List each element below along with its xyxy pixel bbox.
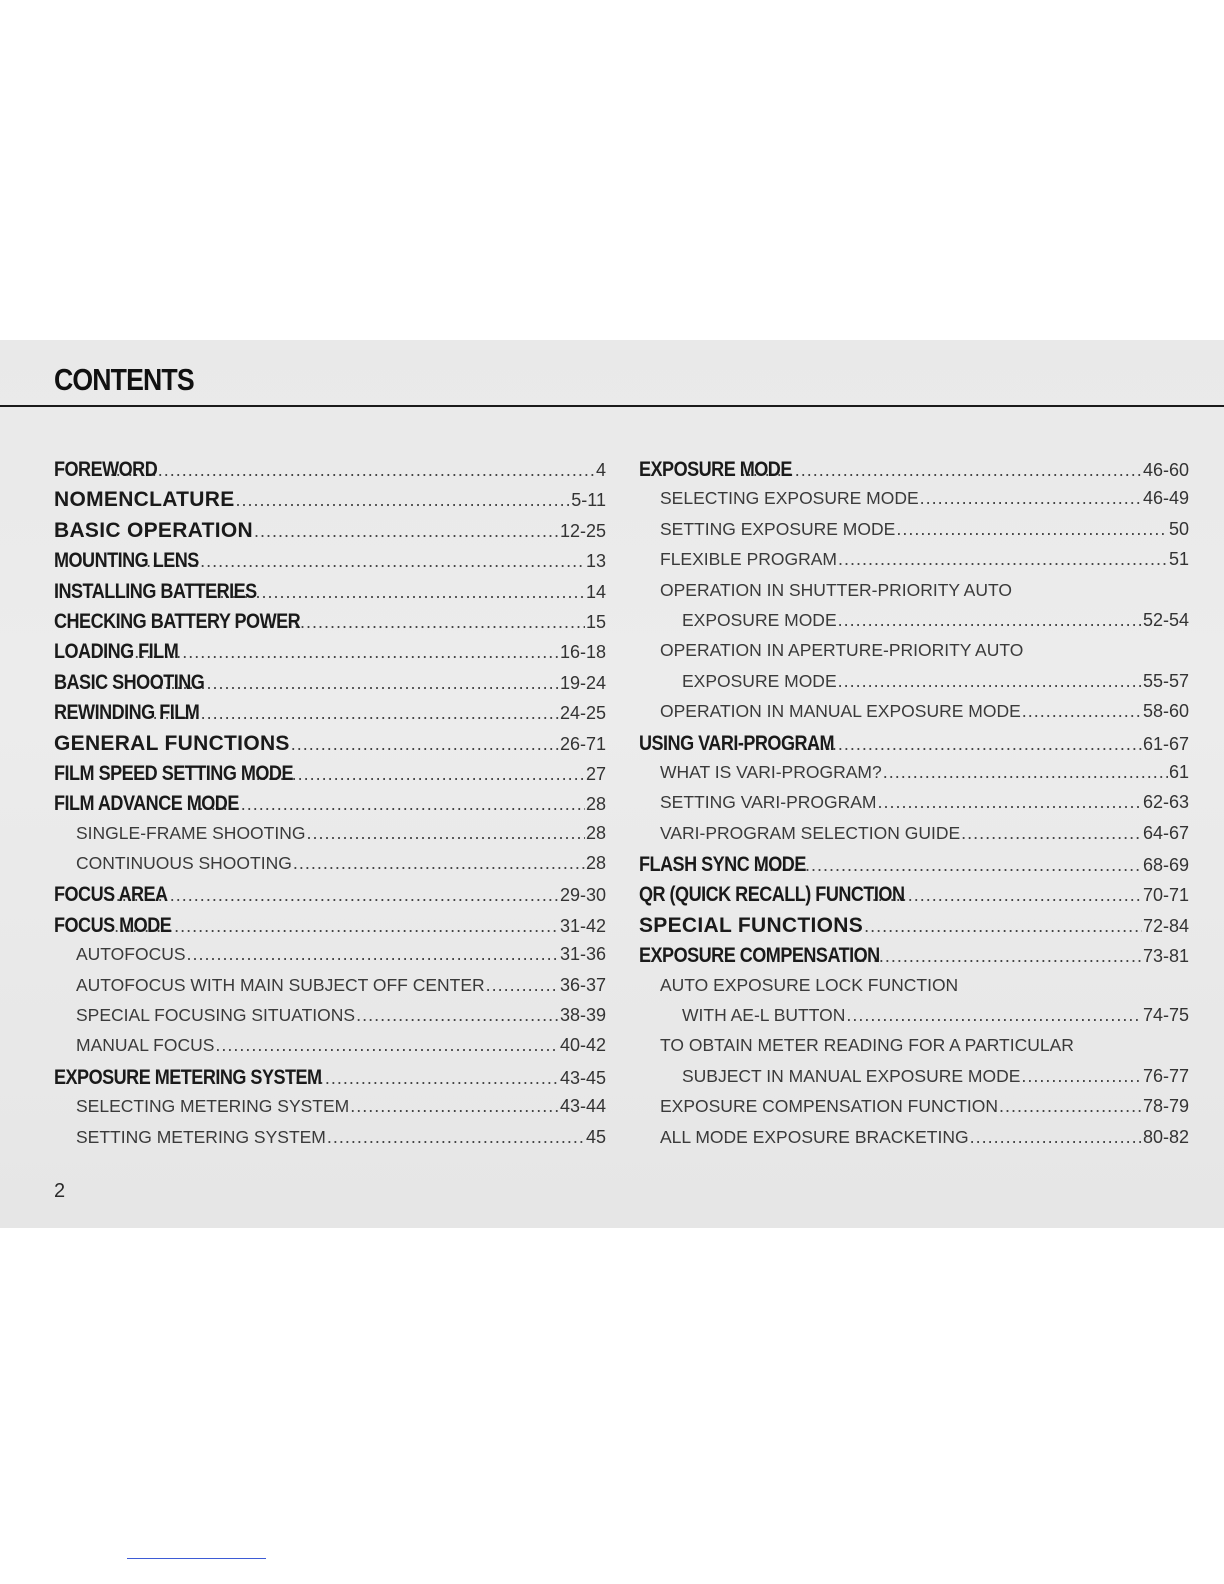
toc-entry-label: EXPOSURE COMPENSATION FUNCTION [660, 1096, 999, 1117]
toc-entry-page: 58-60 [1142, 701, 1189, 722]
toc-entry[interactable] [54, 488, 606, 518]
toc-entry-label: EXPOSURE METERING SYSTEM [54, 1065, 322, 1089]
toc-entry[interactable] [54, 762, 606, 792]
toc-entry-label: OPERATION IN MANUAL EXPOSURE MODE [660, 701, 1021, 722]
toc-entry-label: AUTOFOCUS [76, 944, 186, 965]
toc-entry-label: BASIC OPERATION [54, 518, 253, 542]
toc-entry-label: SELECTING EXPOSURE MODE [660, 488, 919, 509]
toc-leader-dots [999, 1096, 1142, 1117]
toc-entry-page: 74-75 [1142, 1005, 1189, 1026]
toc-entry-label: SETTING METERING SYSTEM [76, 1126, 326, 1147]
toc-entry[interactable] [54, 732, 606, 762]
toc-entry[interactable] [639, 732, 1189, 762]
toc-entry-label: SPECIAL FUNCTIONS [639, 913, 864, 937]
toc-leader-dots [872, 885, 1142, 906]
toc-entry[interactable] [54, 1096, 606, 1126]
toc-entry[interactable] [54, 914, 606, 944]
toc-leader-dots [146, 551, 585, 572]
toc-entry[interactable] [639, 944, 1189, 974]
toc-entry-page: 64-67 [1142, 822, 1189, 843]
toc-entry-page: 28 [585, 853, 606, 874]
toc-entry-page: 55-57 [1142, 670, 1189, 691]
toc-entry-page: 61-67 [1142, 733, 1189, 754]
toc-entry[interactable] [639, 580, 1189, 610]
toc-leader-dots [264, 612, 585, 633]
toc-leader-dots [153, 673, 559, 694]
toc-leader-dots [110, 885, 559, 906]
toc-entry[interactable] [54, 823, 606, 853]
toc-leader-dots [122, 642, 559, 663]
toc-entry[interactable] [639, 701, 1189, 731]
toc-entry[interactable] [54, 671, 606, 701]
toc-entry[interactable] [639, 1066, 1189, 1096]
toc-entry-label: EXPOSURE COMPENSATION [639, 944, 880, 968]
toc-entry-page: 26-71 [559, 733, 606, 754]
toc-entry-page: 28 [585, 822, 606, 843]
toc-entry[interactable] [54, 701, 606, 731]
toc-entry[interactable] [54, 975, 606, 1005]
toc-entry-label: AUTO EXPOSURE LOCK FUNCTION [660, 974, 959, 995]
toc-entry-page: 76-77 [1142, 1065, 1189, 1086]
toc-leader-dots [289, 1068, 559, 1089]
toc-leader-dots [961, 823, 1142, 844]
toc-entry-label: FOCUS MODE [54, 913, 172, 937]
toc-entry[interactable] [54, 853, 606, 883]
toc-entry-label: SETTING EXPOSURE MODE [660, 518, 896, 539]
toc-entry[interactable] [54, 883, 606, 913]
toc-leader-dots [843, 946, 1142, 967]
toc-entry[interactable] [54, 1005, 606, 1035]
toc-leader-dots [741, 460, 1142, 481]
toc-entry-page: 46-49 [1142, 488, 1189, 509]
toc-entry-page: 14 [585, 581, 606, 602]
toc-entry-page: 80-82 [1142, 1126, 1189, 1147]
toc-leader-dots [846, 1005, 1142, 1026]
toc-entry-page: 51 [1168, 549, 1189, 570]
toc-entry-label: SPECIAL FOCUSING SITUATIONS [76, 1005, 356, 1026]
toc-entry-page: 12-25 [559, 520, 606, 541]
toc-entry-page: 24-25 [559, 703, 606, 724]
toc-entry-label: AUTOFOCUS WITH MAIN SUBJECT OFF CENTER [76, 974, 485, 995]
toc-entry-label: FOCUS AREA [54, 883, 168, 907]
toc-entry[interactable] [639, 640, 1189, 670]
toc-leader-dots [883, 762, 1168, 783]
toc-entry-label: WHAT IS VARI-PROGRAM? [660, 761, 882, 782]
toc-entry-page: 31-42 [559, 915, 606, 936]
toc-leader-dots [254, 521, 559, 542]
toc-entry[interactable] [639, 762, 1189, 792]
toc-entry-page: 13 [585, 551, 606, 572]
toc-entry[interactable] [639, 883, 1189, 913]
toc-entry[interactable] [639, 823, 1189, 853]
toc-entry-label: EXPOSURE MODE [639, 458, 792, 481]
toc-entry-page: 43-45 [559, 1067, 606, 1088]
toc-left-column [54, 458, 606, 1157]
page-title: CONTENTS [54, 362, 194, 397]
toc-leader-dots [114, 916, 559, 937]
toc-leader-dots [236, 490, 571, 511]
toc-entry-page: 5-11 [571, 490, 606, 511]
toc-entry-page: 70-71 [1142, 885, 1189, 906]
title-rule [0, 405, 1224, 407]
toc-entry-page: 46-60 [1142, 460, 1189, 480]
toc-entry[interactable] [54, 458, 606, 488]
toc-entry[interactable] [639, 671, 1189, 701]
page-number: 2 [54, 1180, 66, 1202]
toc-entry-label: OPERATION IN SHUTTER-PRIORITY AUTO [660, 579, 1012, 600]
toc-entry[interactable] [639, 914, 1189, 944]
toc-leader-dots [757, 855, 1142, 876]
toc-entry-page: 61 [1168, 761, 1189, 782]
toc-entry-label: NOMENCLATURE [54, 488, 235, 512]
toc-leader-dots [293, 853, 585, 874]
toc-entry[interactable] [639, 610, 1189, 640]
toc-entry[interactable] [639, 975, 1189, 1005]
toc-entry-page: 45 [585, 1126, 606, 1147]
toc-entry-page: 52-54 [1142, 609, 1189, 630]
toc-entry-label: GENERAL FUNCTIONS [54, 731, 290, 755]
toc-leader-dots [356, 1005, 559, 1026]
toc-entry-label: BASIC SHOOTING [54, 670, 205, 694]
toc-entry-page: 68-69 [1142, 855, 1189, 876]
toc-entry-page: 62-63 [1142, 792, 1189, 813]
toc-entry-page: 27 [585, 763, 606, 784]
toc-leader-dots [920, 488, 1142, 509]
toc-entry[interactable] [639, 1096, 1189, 1126]
toc-leader-dots [878, 792, 1142, 813]
toc-entry[interactable] [54, 1035, 606, 1065]
toc-leader-dots [838, 671, 1142, 692]
toc-entry-label: SETTING VARI-PROGRAM [660, 792, 877, 813]
toc-entry-label: MANUAL FOCUS [76, 1035, 215, 1056]
toc-entry[interactable] [54, 792, 606, 822]
toc-entry-label: FLASH SYNC MODE [639, 853, 806, 877]
toc-leader-dots [896, 519, 1168, 540]
toc-entry-label: LOADING FILM [54, 640, 179, 664]
toc-right-column [639, 458, 1189, 1157]
toc-entry-page: 15 [585, 611, 606, 632]
toc-entry[interactable] [639, 1005, 1189, 1035]
toc-entry-label: SINGLE-FRAME SHOOTING [76, 822, 306, 843]
toc-entry-label: EXPOSURE MODE [682, 609, 837, 630]
toc-entry-label: TO OBTAIN METER READING FOR A PARTICULAR [660, 1035, 1074, 1056]
toc-entry-page: 43-44 [559, 1096, 606, 1117]
toc-leader-dots [306, 823, 585, 844]
toc-entry[interactable] [54, 519, 606, 549]
toc-entry-label: FILM ADVANCE MODE [54, 792, 239, 816]
toc-leader-dots [291, 734, 559, 755]
bottom-rule [127, 1558, 266, 1559]
toc-entry-page: 28 [585, 794, 606, 815]
toc-leader-dots [970, 1127, 1142, 1148]
toc-entry-label: FLEXIBLE PROGRAM [660, 549, 837, 570]
toc-entry[interactable] [639, 853, 1189, 883]
toc-leader-dots [187, 944, 559, 965]
toc-entry-page: 73-81 [1142, 946, 1189, 967]
toc-leader-dots [350, 1096, 559, 1117]
toc-leader-dots [486, 975, 559, 996]
toc-entry[interactable] [639, 519, 1189, 549]
toc-leader-dots [838, 610, 1142, 631]
toc-entry[interactable] [639, 549, 1189, 579]
toc-entry-page: 36-37 [559, 974, 606, 995]
toc-leader-dots [193, 794, 585, 815]
toc-leader-dots [1022, 701, 1142, 722]
toc-leader-dots [790, 734, 1142, 755]
toc-entry-page: 78-79 [1142, 1096, 1189, 1117]
toc-entry-label: INSTALLING BATTERIES [54, 579, 257, 603]
toc-entry[interactable] [54, 1066, 606, 1096]
toc-entry-page: 38-39 [559, 1005, 606, 1026]
toc-entry[interactable] [54, 1127, 606, 1157]
toc-entry[interactable] [639, 488, 1189, 518]
toc-entry-page: 29-30 [559, 885, 606, 906]
toc-entry[interactable] [639, 792, 1189, 822]
toc-entry-label: REWINDING FILM [54, 701, 200, 725]
toc-entry[interactable] [639, 458, 1189, 488]
toc-entry-label: FOREWORD [54, 458, 158, 481]
toc-entry-label: VARI-PROGRAM SELECTION GUIDE [660, 822, 961, 843]
toc-entry-page: 31-36 [559, 944, 606, 965]
toc-entry[interactable] [54, 580, 606, 610]
toc-entry[interactable] [54, 944, 606, 974]
toc-entry[interactable] [54, 549, 606, 579]
toc-entry-label: OPERATION IN APERTURE-PRIORITY AUTO [660, 640, 1024, 661]
toc-entry-page: 50 [1168, 518, 1189, 539]
toc-entry[interactable] [639, 1127, 1189, 1157]
toc-entry-page: 72-84 [1142, 915, 1189, 936]
toc-entry-label: EXPOSURE MODE [682, 670, 837, 691]
toc-leader-dots [838, 549, 1168, 570]
toc-entry-label: SUBJECT IN MANUAL EXPOSURE MODE [682, 1065, 1021, 1086]
toc-leader-dots [327, 1127, 585, 1148]
toc-leader-dots [98, 460, 595, 481]
toc-leader-dots [1021, 1066, 1142, 1087]
toc-entry[interactable] [54, 610, 606, 640]
toc-entry-label: MOUNTING LENS [54, 549, 199, 573]
toc-entry-label: WITH AE-L BUTTON [682, 1005, 846, 1026]
toc-entry-label: QR (QUICK RECALL) FUNCTION [639, 883, 905, 907]
toc-leader-dots [864, 916, 1142, 937]
toc-leader-dots [256, 764, 585, 785]
toc-entry-label: CONTINUOUS SHOOTING [76, 853, 292, 874]
toc-entry-label: FILM SPEED SETTING MODE [54, 761, 293, 785]
toc-entry[interactable] [54, 640, 606, 670]
toc-leader-dots [147, 703, 559, 724]
toc-entry-label: ALL MODE EXPOSURE BRACKETING [660, 1126, 969, 1147]
toc-entry-page: 19-24 [559, 672, 606, 693]
toc-entry-label: SELECTING METERING SYSTEM [76, 1096, 350, 1117]
toc-entry-page: 4 [595, 460, 606, 480]
toc-entry-page: 40-42 [559, 1035, 606, 1056]
toc-leader-dots [213, 582, 585, 603]
toc-entry-page: 16-18 [559, 642, 606, 663]
toc-entry-label: CHECKING BATTERY POWER [54, 609, 301, 633]
toc-entry-label: USING VARI-PROGRAM [639, 731, 835, 755]
toc-leader-dots [215, 1035, 559, 1056]
toc-entry[interactable] [639, 1035, 1189, 1065]
